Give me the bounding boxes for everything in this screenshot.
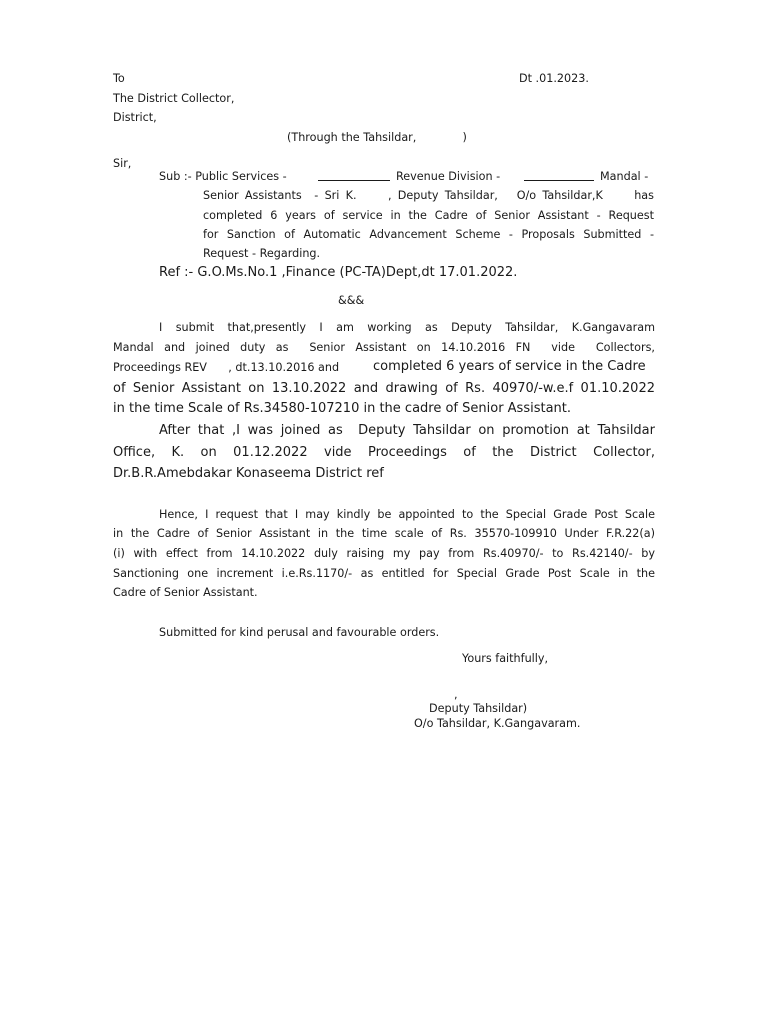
salutation: Sir, xyxy=(113,157,132,170)
signatory-office: O/o Tahsildar, K.Gangavaram. xyxy=(414,717,581,730)
subject-line-3: completed 6 years of service in the Cadre of Senior Assistant - Request xyxy=(203,209,654,222)
para2-line-2: Office, K. on 01.12.2022 vide Proceedings of the District Collector, xyxy=(113,445,655,460)
para3-line-3: (i) with effect from 14.10.2022 duly raising my pay from Rs.40970/- to Rs.42140/- by xyxy=(113,547,655,560)
reference-line: Ref :- G.O.Ms.No.1 ,Finance (PC-TA)Dept,dt 17.01.2022. xyxy=(159,265,518,280)
letter-date: Dt .01.2023. xyxy=(519,72,589,85)
subject-line-4: for Sanction of Automatic Advancement Scheme - Proposals Submitted - xyxy=(203,228,654,241)
subject-mandal: Mandal - xyxy=(600,170,649,183)
subject-line-2: Senior Assistants - Sri K. , Deputy Tahsildar, O/o Tahsildar,K has xyxy=(203,189,654,202)
yours-faithfully: Yours faithfully, xyxy=(462,652,549,665)
subject-prefix: Sub :- Public Services - xyxy=(159,170,287,183)
signatory-designation: Deputy Tahsildar) xyxy=(429,702,528,715)
recipient-district: District, xyxy=(113,111,157,124)
separator-mark: &&& xyxy=(338,294,365,307)
para2-line-1: After that ,I was joined as Deputy Tahsildar on promotion at Tahsildar xyxy=(159,423,655,438)
para3-line-4: Sanctioning one increment i.e.Rs.1170/- as entitled for Special Grade Post Scale in the xyxy=(113,567,655,580)
recipient-title: The District Collector, xyxy=(113,92,235,105)
para1-line-3b: completed 6 years of service in the Cadre xyxy=(373,359,646,374)
blank-revenue-division xyxy=(318,170,390,181)
blank-mandal xyxy=(524,170,594,181)
signature-comma: , xyxy=(454,688,458,701)
para1-line-2: Mandal and joined duty as Senior Assistant on 14.10.2016 FN vide Collectors, xyxy=(113,341,655,354)
subject-line-5: Request - Regarding. xyxy=(203,247,321,260)
subject-revenue-division: Revenue Division - xyxy=(396,170,501,183)
para3-line-1: Hence, I request that I may kindly be appointed to the Special Grade Post Scale xyxy=(159,508,655,521)
through-line: (Through the Tahsildar, ) xyxy=(287,131,467,144)
to-label: To xyxy=(113,72,125,85)
para3-line-5: Cadre of Senior Assistant. xyxy=(113,586,258,599)
para1-line-1: I submit that,presently I am working as Deputy Tahsildar, K.Gangavaram xyxy=(159,321,655,334)
para1-line-3a: Proceedings REV , dt.13.10.2016 and xyxy=(113,361,340,374)
para2-line-3: Dr.B.R.Amebdakar Konaseema District ref xyxy=(113,466,384,481)
para1-line-5: in the time Scale of Rs.34580-107210 in the cadre of Senior Assistant. xyxy=(113,401,572,416)
para1-line-4: of Senior Assistant on 13.10.2022 and drawing of Rs. 40970/-w.e.f 01.10.2022 xyxy=(113,381,655,396)
submission-line: Submitted for kind perusal and favourable orders. xyxy=(159,626,440,639)
para3-line-2: in the Cadre of Senior Assistant in the time scale of Rs. 35570-109910 Under F.R.22(a) xyxy=(113,527,655,540)
